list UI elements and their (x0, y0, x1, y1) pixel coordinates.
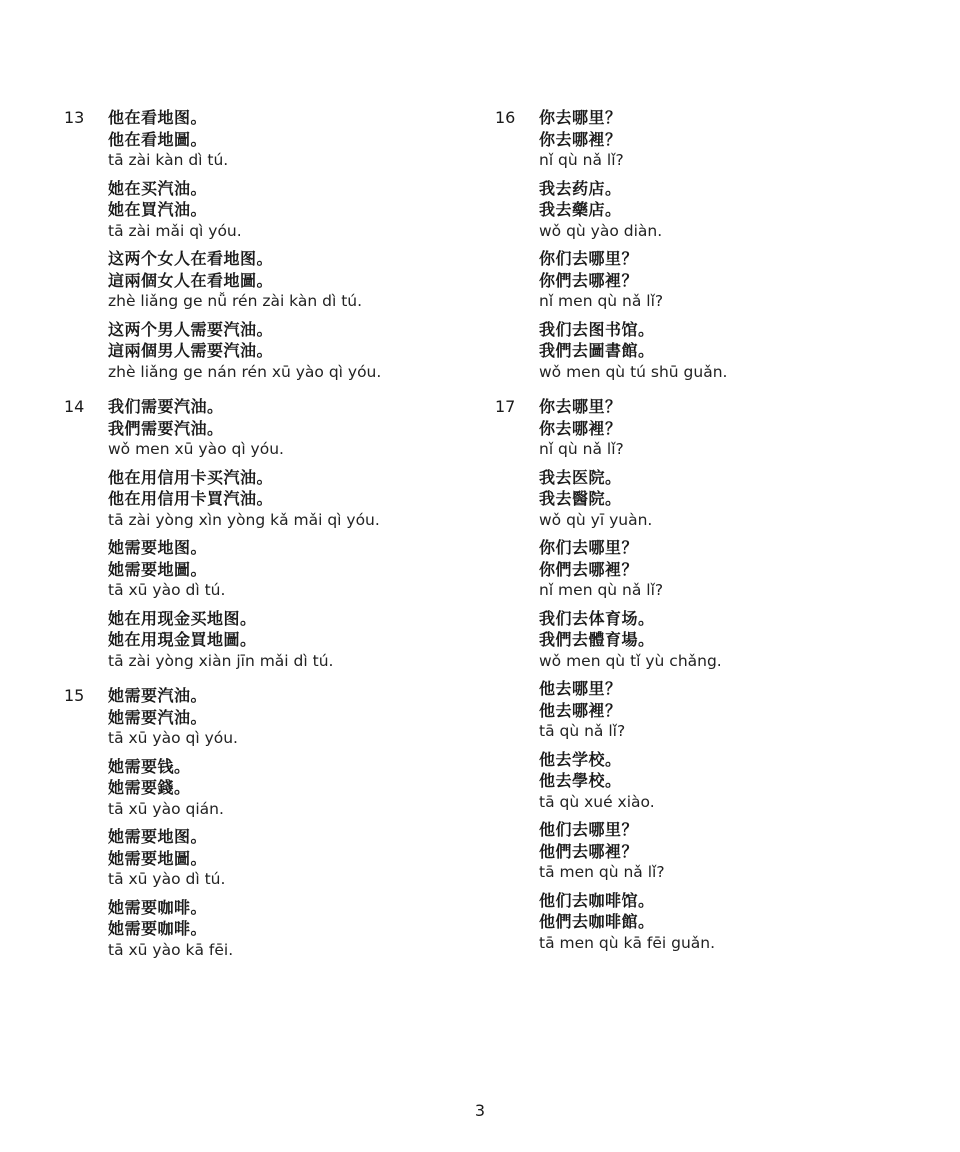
simplified-text: 她在买汽油。 (108, 178, 208, 198)
traditional-text: 她需要地圖。 (108, 559, 208, 579)
pinyin-text: wǒ men qù tú shū guǎn. (539, 362, 728, 381)
page-number: 3 (474, 1101, 486, 1120)
traditional-text: 他去學校。 (539, 771, 622, 790)
simplified-text: 他去学校。 (539, 749, 622, 769)
section-number: 13 (64, 108, 85, 127)
simplified-text: 她需要地图。 (108, 827, 208, 846)
pinyin-text: tā xū yào qián. (108, 799, 224, 818)
traditional-text: 他在用信用卡買汽油。 (108, 489, 274, 508)
lesson-section-17 (495, 396, 895, 954)
traditional-text: 我去醫院。 (539, 489, 622, 508)
lesson-section-16 (495, 107, 895, 383)
lesson-section-13 (64, 107, 464, 383)
traditional-text: 我們去體育場。 (539, 630, 655, 649)
pinyin-text: wǒ men qù tǐ yù chǎng. (539, 651, 722, 670)
traditional-text: 我們去圖書館。 (539, 341, 655, 360)
pinyin-text: tā zài yòng xiàn jīn mǎi dì tú. (108, 651, 334, 670)
traditional-text: 他們去咖啡館。 (539, 912, 655, 931)
simplified-text: 她需要钱。 (108, 756, 191, 776)
pinyin-text: zhè liǎng ge nán rén xū yào qì yóu. (108, 362, 382, 381)
phrase-entry (539, 248, 895, 313)
phrase-entry (539, 678, 895, 743)
traditional-text: 我們需要汽油。 (108, 418, 224, 438)
simplified-text: 我们去体育场。 (539, 608, 655, 628)
simplified-text: 他在看地图。 (108, 108, 208, 127)
traditional-text: 你去哪裡？ (539, 129, 622, 149)
phrase-entry (108, 537, 464, 602)
phrase-entry (108, 107, 464, 172)
phrase-entry (539, 890, 895, 955)
pinyin-text: tā xū yào qì yóu. (108, 729, 238, 747)
phrase-entry (539, 396, 895, 461)
simplified-text: 我们需要汽油。 (108, 397, 224, 416)
phrase-entry (108, 178, 464, 243)
simplified-text: 我们去图书馆。 (539, 319, 655, 339)
pinyin-text: wǒ qù yī yuàn. (539, 510, 653, 529)
phrase-entry (539, 178, 895, 243)
traditional-text: 這兩個女人在看地圖。 (108, 270, 274, 290)
pinyin-text: tā xū yào kā fēi. (108, 940, 234, 959)
simplified-text: 你去哪里？ (539, 108, 622, 127)
pinyin-text: wǒ qù yào diàn. (539, 221, 663, 240)
pinyin-text: tā qù xué xiào. (539, 792, 655, 811)
simplified-text: 他去哪里？ (539, 679, 622, 698)
simplified-text: 你们去哪里？ (539, 249, 639, 268)
phrase-entry (108, 897, 464, 962)
pinyin-text: tā zài mǎi qì yóu. (108, 221, 242, 240)
simplified-text: 她需要地图。 (108, 538, 208, 557)
section-number: 17 (495, 397, 516, 416)
traditional-text: 她需要咖啡。 (108, 919, 208, 938)
traditional-text: 她需要地圖。 (108, 848, 208, 868)
pinyin-text: nǐ qù nǎ lǐ? (539, 440, 624, 458)
pinyin-text: nǐ qù nǎ lǐ? (539, 151, 624, 169)
phrase-entry (539, 467, 895, 532)
phrase-entry (539, 819, 895, 884)
simplified-text: 这两个男人需要汽油。 (108, 319, 274, 339)
traditional-text: 她需要錢。 (108, 778, 191, 797)
pinyin-text: tā men qù kā fēi guǎn. (539, 933, 716, 952)
simplified-text: 你去哪里？ (539, 397, 622, 416)
lesson-section-15 (64, 685, 464, 961)
simplified-text: 我去药店。 (539, 178, 622, 198)
traditional-text: 她在用現金買地圖。 (108, 630, 257, 649)
section-number: 16 (495, 108, 516, 127)
pinyin-text: wǒ men xū yào qì yóu. (108, 440, 284, 458)
simplified-text: 她需要汽油。 (108, 686, 208, 705)
traditional-text: 你去哪裡？ (539, 418, 622, 438)
simplified-text: 他们去哪里？ (539, 820, 639, 839)
traditional-text: 這兩個男人需要汽油。 (108, 341, 274, 360)
traditional-text: 我去藥店。 (539, 200, 622, 219)
pinyin-text: nǐ men qù nǎ lǐ? (539, 292, 664, 310)
section-number: 15 (64, 686, 85, 705)
phrase-entry (108, 396, 464, 461)
simplified-text: 她在用现金买地图。 (108, 608, 257, 628)
right-column (495, 107, 895, 967)
phrase-entry (539, 319, 895, 384)
phrase-entry (539, 107, 895, 172)
traditional-text: 你們去哪裡？ (539, 559, 639, 579)
pinyin-text: tā men qù nǎ lǐ? (539, 863, 665, 881)
pinyin-text: zhè liǎng ge nǚ rén zài kàn dì tú. (108, 292, 363, 310)
simplified-text: 她需要咖啡。 (108, 897, 208, 917)
phrase-entry (108, 467, 464, 532)
phrase-entry (108, 685, 464, 750)
phrase-entry (539, 749, 895, 814)
traditional-text: 他在看地圖。 (108, 129, 208, 149)
phrase-entry (108, 608, 464, 673)
traditional-text: 他去哪裡？ (539, 700, 622, 720)
phrase-entry (108, 319, 464, 384)
traditional-text: 他們去哪裡？ (539, 841, 639, 861)
traditional-text: 她在買汽油。 (108, 200, 208, 219)
pinyin-text: tā qù nǎ lǐ? (539, 722, 626, 740)
pinyin-text: tā xū yào dì tú. (108, 581, 226, 599)
phrase-entry (108, 248, 464, 313)
lesson-section-14 (64, 396, 464, 672)
phrase-entry (108, 826, 464, 891)
pinyin-text: tā zài yòng xìn yòng kǎ mǎi qì yóu. (108, 510, 380, 529)
phrase-entry (539, 608, 895, 673)
phrase-entry (108, 756, 464, 821)
section-number: 14 (64, 397, 85, 416)
phrase-entry (539, 537, 895, 602)
simplified-text: 你们去哪里？ (539, 538, 639, 557)
simplified-text: 他在用信用卡买汽油。 (108, 467, 274, 487)
left-column (64, 107, 464, 974)
traditional-text: 她需要汽油。 (108, 707, 208, 727)
simplified-text: 这两个女人在看地图。 (108, 249, 274, 268)
simplified-text: 他们去咖啡馆。 (539, 890, 655, 910)
pinyin-text: nǐ men qù nǎ lǐ? (539, 581, 664, 599)
pinyin-text: tā xū yào dì tú. (108, 870, 226, 888)
simplified-text: 我去医院。 (539, 467, 622, 487)
pinyin-text: tā zài kàn dì tú. (108, 151, 229, 169)
traditional-text: 你們去哪裡？ (539, 270, 639, 290)
